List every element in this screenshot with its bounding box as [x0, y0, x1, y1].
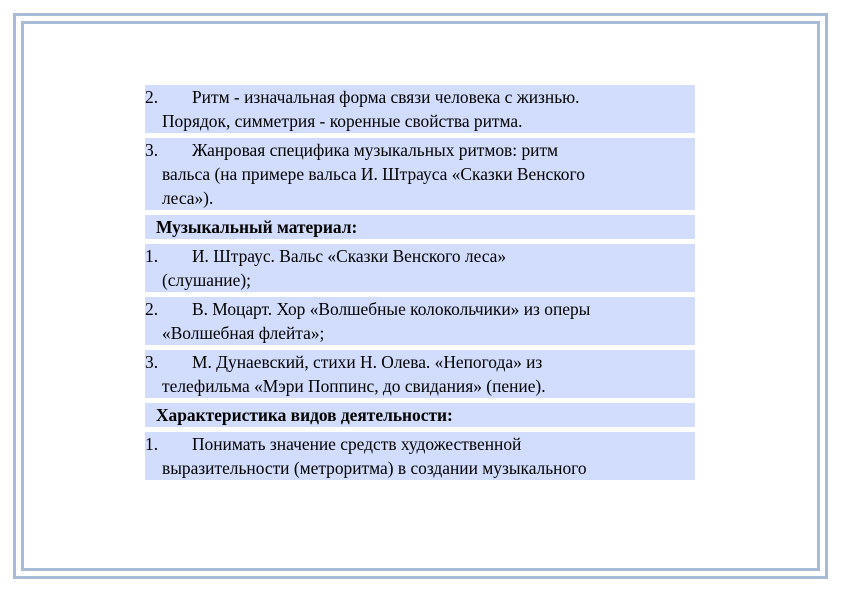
list-item: [145, 350, 695, 398]
list-item: [145, 138, 695, 210]
item-text: И. Штраус. Вальс «Сказки Венского леса»: [192, 246, 507, 266]
item-text: Ритм - изначальная форма связи человека с жизнью.: [192, 87, 580, 107]
item-text: Жанровая специфика музыкальных ритмов: ритм: [192, 140, 559, 160]
list-item: [145, 297, 695, 345]
item-text-cont: вальса (на примере вальса И. Штрауса «Сказки Венского: [162, 164, 585, 184]
item-text-cont: Порядок, симметрия - коренные свойства ритма.: [162, 111, 523, 131]
item-number: 2.: [145, 87, 159, 107]
item-number: 1.: [145, 434, 159, 454]
item-number: 1.: [145, 246, 159, 266]
item-text: Понимать значение средств художественной: [192, 434, 522, 454]
item-text: М. Дунаевский, стихи Н. Олева. «Непогода» из: [192, 352, 543, 372]
item-text-cont: леса»).: [162, 188, 214, 208]
item-number: 3.: [145, 140, 159, 160]
item-number: 2.: [145, 299, 159, 319]
item-text-cont: выразительности (метроритма) в создании музыкального: [162, 458, 587, 478]
list-item: [145, 244, 695, 292]
list-item: [145, 85, 695, 133]
section-heading: Характеристика видов деятельности:: [145, 403, 695, 427]
list-item: [145, 432, 695, 480]
text-body: [145, 85, 695, 485]
item-text-cont: телефильма «Мэри Поппинс, до свидания» (пение).: [162, 376, 546, 396]
section-heading: Музыкальный материал:: [145, 215, 695, 239]
item-text-cont: «Волшебная флейта»;: [162, 323, 325, 343]
item-number: 3.: [145, 352, 159, 372]
item-text: В. Моцарт. Хор «Волшебные колокольчики» из оперы: [192, 299, 591, 319]
item-text-cont: (слушание);: [162, 270, 251, 290]
